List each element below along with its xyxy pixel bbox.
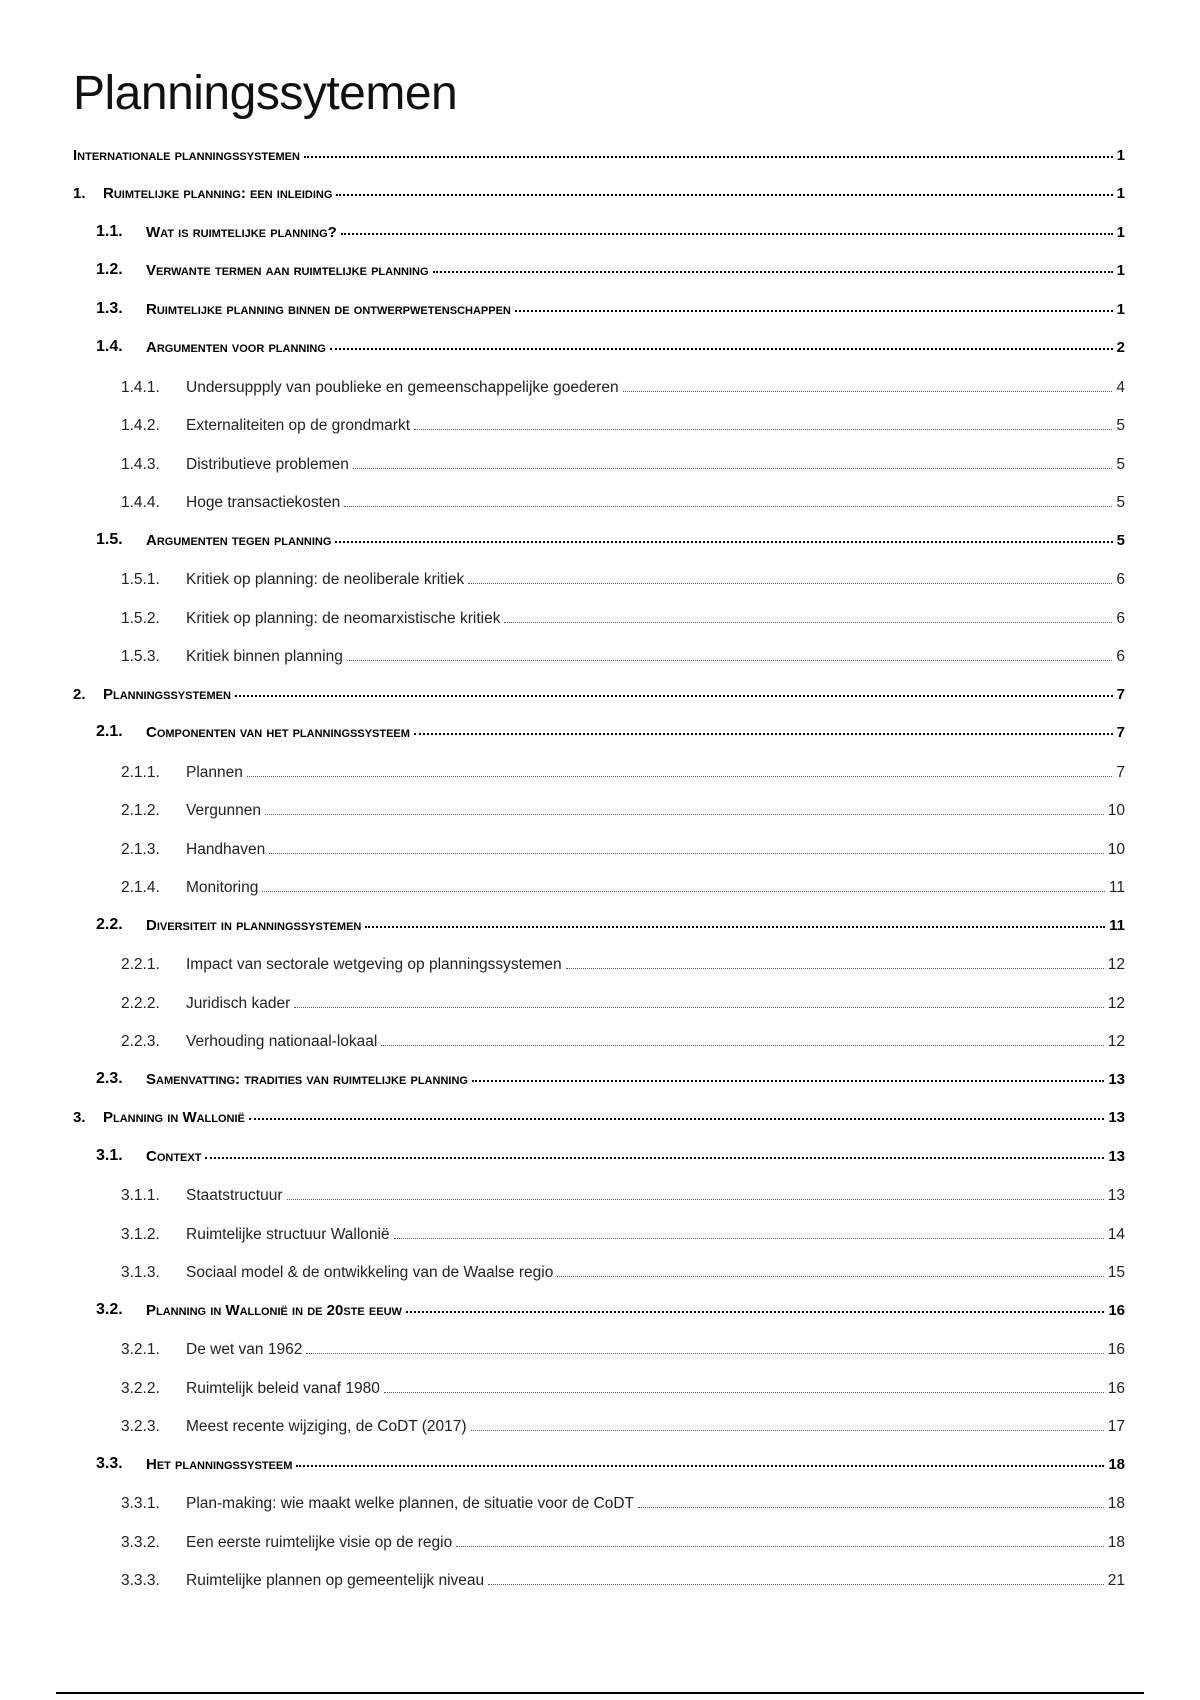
toc-entry-title: Ruimtelijke planning binnen de ontwerpwetenschappen <box>146 300 511 318</box>
toc-entry-title: Plan-making: wie maakt welke plannen, de situatie voor de CoDT <box>186 1495 635 1512</box>
toc-entry-page-number: 1 <box>1116 146 1125 164</box>
toc-entry-title: Vergunnen <box>186 802 261 819</box>
toc-entry-title: Kritiek binnen planning <box>186 648 343 665</box>
toc-entry-title: Undersuppply van poublieke en gemeenschappelijke goederen <box>186 378 619 396</box>
toc-entry-title: Planning in Wallonië in de 20ste eeuw <box>146 1301 402 1319</box>
toc-entry-title: Kritiek op planning: de neomarxistische kritiek <box>186 609 501 627</box>
toc-dot-leader <box>468 583 1112 584</box>
toc-entry-page-number: 18 <box>1108 1455 1125 1473</box>
toc-entry-title: Een eerste ruimtelijke visie op de regio <box>186 1533 453 1551</box>
toc-entry-page-number: 7 <box>1116 763 1125 781</box>
toc-dot-leader <box>304 156 1113 158</box>
toc-dot-leader <box>406 1311 1104 1313</box>
toc-entry-title: Impact van sectorale wetgeving op planningssystemen <box>186 956 562 973</box>
toc-dot-leader <box>249 1118 1104 1120</box>
toc-entry-page-number: 1 <box>1116 223 1125 241</box>
toc-dot-leader <box>488 1584 1104 1585</box>
toc-entry[interactable] <box>73 864 1125 903</box>
toc-entry-page-number: 16 <box>1107 1379 1125 1397</box>
toc-entry-number: 2.1.2. <box>121 802 160 819</box>
toc-entry-page-number: 17 <box>1107 1418 1125 1435</box>
toc-entry-title: Plannen <box>186 763 243 781</box>
toc-entry-page-number: 5 <box>1116 455 1125 473</box>
toc-entry-page-number: 2 <box>1116 339 1125 356</box>
toc-dot-leader <box>265 814 1104 815</box>
toc-entry-number: 1.5.3. <box>121 648 160 665</box>
toc-entry-number: 2.2. <box>96 915 123 933</box>
toc-entry-number: 2.2.1. <box>121 956 160 973</box>
toc-entry[interactable] <box>73 132 1125 171</box>
toc-entry-page-number: 6 <box>1116 609 1125 627</box>
toc-entry-title: Samenvatting: tradities van ruimtelijke planning <box>146 1070 468 1088</box>
toc-entry-page-number: 5 <box>1116 494 1125 511</box>
toc-entry-number: 1.4.1. <box>121 378 160 396</box>
toc-entry-title: Hoge transactiekosten <box>186 494 341 511</box>
toc-dot-leader <box>344 506 1112 507</box>
toc-entry-page-number: 16 <box>1108 1301 1125 1319</box>
toc-dot-leader <box>566 968 1104 969</box>
toc-entry-title: Distributieve problemen <box>186 455 349 473</box>
toc-entry-page-number: 21 <box>1107 1572 1125 1589</box>
toc-entry[interactable] <box>73 402 1125 441</box>
toc-entry[interactable] <box>73 325 1125 364</box>
toc-dot-leader <box>623 391 1113 392</box>
toc-entry[interactable] <box>73 248 1125 287</box>
toc-entry-title: Context <box>146 1147 202 1165</box>
toc-dot-leader <box>330 348 1113 350</box>
toc-entry-number: 1.5. <box>96 530 123 548</box>
toc-dot-leader <box>287 1199 1104 1200</box>
toc-entry-page-number: 10 <box>1107 840 1125 858</box>
toc-dot-leader <box>235 695 1113 697</box>
toc-entry-page-number: 4 <box>1116 378 1125 396</box>
toc-entry[interactable] <box>73 941 1125 980</box>
toc-entry[interactable] <box>73 1095 1125 1134</box>
toc-entry-number: 3.3.3. <box>121 1572 160 1589</box>
toc-dot-leader <box>294 1007 1104 1008</box>
table-of-contents <box>73 132 1125 1595</box>
toc-entry-number: 3. <box>73 1109 86 1126</box>
toc-entry[interactable] <box>73 979 1125 1018</box>
toc-entry[interactable] <box>73 1557 1125 1596</box>
toc-dot-leader <box>472 1080 1104 1082</box>
toc-entry-title: Planning in Wallonië <box>103 1109 245 1126</box>
toc-dot-leader <box>247 776 1112 777</box>
toc-entry-title: Ruimtelijk beleid vanaf 1980 <box>186 1379 380 1397</box>
toc-entry-page-number: 11 <box>1109 916 1125 934</box>
toc-entry-number: 2.2.2. <box>121 994 160 1012</box>
toc-entry-number: 1.4.3. <box>121 455 160 473</box>
toc-entry[interactable] <box>73 1210 1125 1249</box>
toc-entry-page-number: 18 <box>1107 1495 1125 1512</box>
toc-entry-number: 2.1.1. <box>121 763 160 781</box>
toc-entry-title: Ruimtelijke plannen op gemeentelijk niveau <box>186 1572 485 1589</box>
toc-entry-title: Componenten van het planningssysteem <box>146 724 410 741</box>
toc-dot-leader <box>394 1238 1104 1239</box>
toc-entry[interactable] <box>73 1480 1125 1519</box>
toc-entry-page-number: 11 <box>1108 879 1125 896</box>
toc-entry-number: 1.3. <box>96 299 123 317</box>
toc-entry[interactable] <box>73 1364 1125 1403</box>
toc-entry-number: 1.5.2. <box>121 609 160 627</box>
toc-entry-title: Kritiek op planning: de neoliberale kritiek <box>186 571 465 588</box>
toc-entry-title: Ruimtelijke structuur Wallonië <box>186 1225 390 1243</box>
toc-entry-number: 3.2. <box>96 1300 123 1318</box>
toc-entry[interactable] <box>73 517 1125 556</box>
toc-entry[interactable] <box>73 479 1125 518</box>
toc-entry-page-number: 6 <box>1116 648 1125 665</box>
toc-entry[interactable] <box>73 1403 1125 1442</box>
toc-entry[interactable] <box>73 1441 1125 1480</box>
toc-entry-number: 3.2.3. <box>121 1418 160 1435</box>
toc-dot-leader <box>414 733 1113 735</box>
toc-entry[interactable] <box>73 363 1125 402</box>
toc-dot-leader <box>365 926 1105 928</box>
toc-entry[interactable] <box>73 556 1125 595</box>
toc-entry[interactable] <box>73 710 1125 749</box>
toc-dot-leader <box>341 233 1113 235</box>
toc-entry-page-number: 5 <box>1116 417 1125 434</box>
toc-entry-page-number: 12 <box>1107 956 1125 973</box>
toc-dot-leader <box>306 1353 1103 1354</box>
toc-entry-page-number: 7 <box>1116 685 1125 703</box>
toc-entry-page-number: 18 <box>1107 1533 1125 1551</box>
toc-entry[interactable] <box>73 1018 1125 1057</box>
toc-entry-title: Ruimtelijke planning: een inleiding <box>103 185 333 202</box>
toc-entry-title: Argumenten voor planning <box>146 339 326 356</box>
toc-dot-leader <box>433 271 1113 273</box>
toc-entry[interactable] <box>73 286 1125 325</box>
toc-entry-number: 3.3.2. <box>121 1533 160 1551</box>
toc-entry-number: 2.1. <box>96 723 123 740</box>
toc-entry-page-number: 1 <box>1116 262 1125 279</box>
toc-entry-number: 3.1.1. <box>121 1187 160 1204</box>
toc-entry-page-number: 10 <box>1107 802 1125 819</box>
toc-dot-leader <box>335 541 1112 543</box>
toc-entry-number: 3.3.1. <box>121 1495 160 1512</box>
toc-entry-number: 1. <box>73 185 86 202</box>
toc-entry-number: 1.2. <box>96 261 123 278</box>
toc-entry-number: 3.1.2. <box>121 1225 160 1243</box>
toc-entry[interactable] <box>73 1287 1125 1326</box>
toc-entry[interactable] <box>73 594 1125 633</box>
toc-entry[interactable] <box>73 171 1125 210</box>
toc-dot-leader <box>336 194 1112 196</box>
toc-entry-page-number: 6 <box>1116 571 1125 588</box>
toc-dot-leader <box>638 1507 1104 1508</box>
toc-entry-page-number: 13 <box>1108 1147 1125 1165</box>
toc-entry-number: 3.2.2. <box>121 1379 160 1397</box>
toc-dot-leader <box>205 1157 1104 1159</box>
toc-entry-title: Diversiteit in planningssystemen <box>146 916 362 934</box>
toc-entry-page-number: 13 <box>1108 1109 1125 1126</box>
toc-entry-number: 2.1.4. <box>121 879 160 896</box>
toc-entry-number: 2. <box>73 685 86 703</box>
toc-entry-title: Staatstructuur <box>186 1187 283 1204</box>
toc-entry[interactable] <box>73 1133 1125 1172</box>
toc-entry[interactable] <box>73 748 1125 787</box>
toc-entry-page-number: 15 <box>1107 1264 1125 1281</box>
toc-dot-leader <box>456 1546 1104 1547</box>
toc-entry-number: 3.1. <box>96 1146 123 1164</box>
toc-dot-leader <box>262 891 1105 892</box>
toc-entry[interactable] <box>73 787 1125 826</box>
toc-dot-leader <box>557 1276 1103 1277</box>
toc-entry-page-number: 16 <box>1107 1341 1125 1358</box>
toc-entry-title: Verhouding nationaal-lokaal <box>186 1033 378 1050</box>
toc-entry[interactable] <box>73 1056 1125 1095</box>
toc-entry-title: Verwante termen aan ruimtelijke planning <box>146 262 429 279</box>
toc-entry[interactable] <box>73 902 1125 941</box>
toc-entry-page-number: 13 <box>1107 1187 1125 1204</box>
toc-entry-page-number: 13 <box>1108 1070 1125 1088</box>
toc-entry[interactable] <box>73 209 1125 248</box>
toc-entry-title: Sociaal model & de ontwikkeling van de Waalse regio <box>186 1264 554 1281</box>
page-title: Planningssytemen <box>73 67 458 120</box>
footer-divider <box>56 1692 1144 1694</box>
toc-entry-number: 1.4.2. <box>121 417 160 434</box>
toc-entry-title: Monitoring <box>186 879 259 896</box>
toc-entry-page-number: 5 <box>1116 531 1125 549</box>
toc-dot-leader <box>347 660 1113 661</box>
toc-entry-number: 2.1.3. <box>121 840 160 858</box>
toc-dot-leader <box>414 429 1112 430</box>
toc-entry-title: Externaliteiten op de grondmarkt <box>186 417 411 434</box>
toc-entry[interactable] <box>73 1172 1125 1211</box>
toc-entry-title: De wet van 1962 <box>186 1341 303 1358</box>
toc-dot-leader <box>471 1430 1104 1431</box>
toc-dot-leader <box>384 1392 1104 1393</box>
toc-entry-number: 2.2.3. <box>121 1033 160 1050</box>
toc-entry-page-number: 12 <box>1107 1033 1125 1050</box>
toc-entry-title: Argumenten tegen planning <box>146 531 332 549</box>
toc-entry-page-number: 12 <box>1107 994 1125 1012</box>
toc-entry[interactable] <box>73 1326 1125 1365</box>
toc-entry-page-number: 1 <box>1116 300 1125 318</box>
toc-entry-title: Het planningssysteem <box>146 1455 293 1473</box>
toc-entry[interactable] <box>73 440 1125 479</box>
toc-entry-number: 1.1. <box>96 222 123 240</box>
toc-entry-page-number: 7 <box>1116 724 1125 741</box>
toc-dot-leader <box>504 622 1112 623</box>
toc-dot-leader <box>353 468 1113 469</box>
toc-dot-leader <box>296 1465 1104 1467</box>
toc-entry-title: Wat is ruimtelijke planning? <box>146 223 337 241</box>
toc-entry-title: Planningssystemen <box>103 685 231 703</box>
toc-entry-title: Handhaven <box>186 840 266 858</box>
toc-entry-title: Internationale planningssystemen <box>73 146 300 164</box>
toc-entry[interactable] <box>73 825 1125 864</box>
toc-dot-leader <box>269 853 1103 854</box>
toc-entry-page-number: 1 <box>1116 185 1125 202</box>
toc-entry-title: Meest recente wijziging, de CoDT (2017) <box>186 1418 467 1435</box>
toc-entry-number: 3.2.1. <box>121 1341 160 1358</box>
toc-entry[interactable] <box>73 633 1125 672</box>
toc-entry[interactable] <box>73 671 1125 710</box>
toc-entry-number: 1.4. <box>96 338 123 355</box>
toc-entry-number: 3.1.3. <box>121 1264 160 1281</box>
toc-entry-title: Juridisch kader <box>186 994 291 1012</box>
toc-entry[interactable] <box>73 1518 1125 1557</box>
toc-entry-number: 2.3. <box>96 1069 123 1087</box>
toc-entry[interactable] <box>73 1249 1125 1288</box>
toc-entry-number: 1.5.1. <box>121 571 160 588</box>
toc-entry-number: 3.3. <box>96 1454 123 1472</box>
toc-dot-leader <box>381 1045 1103 1046</box>
toc-entry-page-number: 14 <box>1107 1225 1125 1243</box>
toc-dot-leader <box>515 310 1113 312</box>
toc-entry-number: 1.4.4. <box>121 494 160 511</box>
